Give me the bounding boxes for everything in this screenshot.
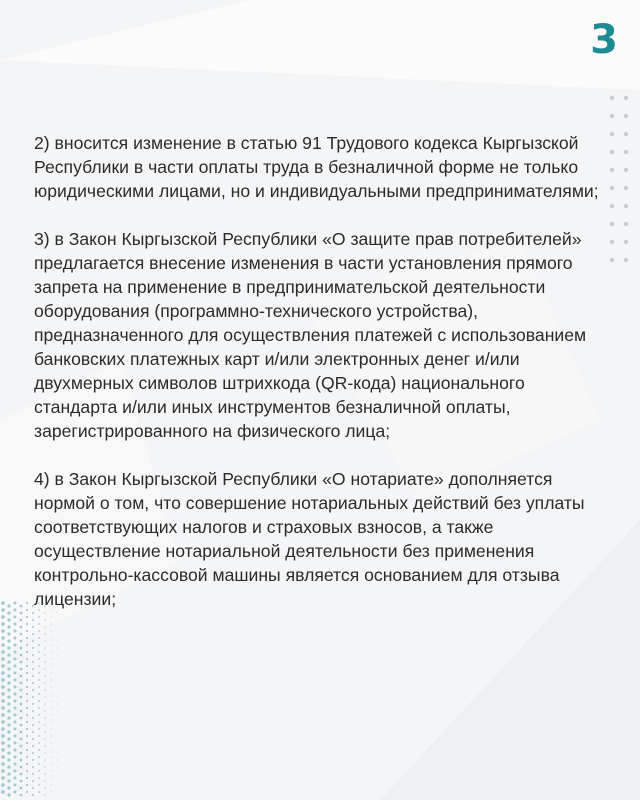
paragraph-item-4: 4) в Закон Кыргызской Республики «О нотариате» дополняется нормой о том, что совершение нотариальных действий без уплаты соответствующих налогов и страховых взносов, а также осуществление нотариальной деятельности без применения контрольно-кассовой машины является основанием для отзыва лицензии; (34, 469, 585, 609)
paragraph-item-3: 3) в Закон Кыргызской Республики «О защите прав потребителей» предлагается внесение изменения в части установления прямого запрета на применение в предпринимательской деятельности оборудования (программно-технического устройства), предназначенного для осуществления платежей с использованием банковских платежных карт и/или электронных денег и/или двухмерных символов штрихкода (QR-кода) национального стандарта и/или иных инструментов безналичной оплаты, зарегистрированного на физического лица; (34, 229, 587, 441)
paragraph-item-2: 2) вносится изменение в статью 91 Трудового кодекса Кыргызской Республики в части оплаты труда в безналичной форме не только юридическими лицами, но и индивидуальными предпринимателями; (34, 133, 599, 201)
document-body (34, 131, 609, 635)
page-number: 3 (590, 17, 618, 63)
